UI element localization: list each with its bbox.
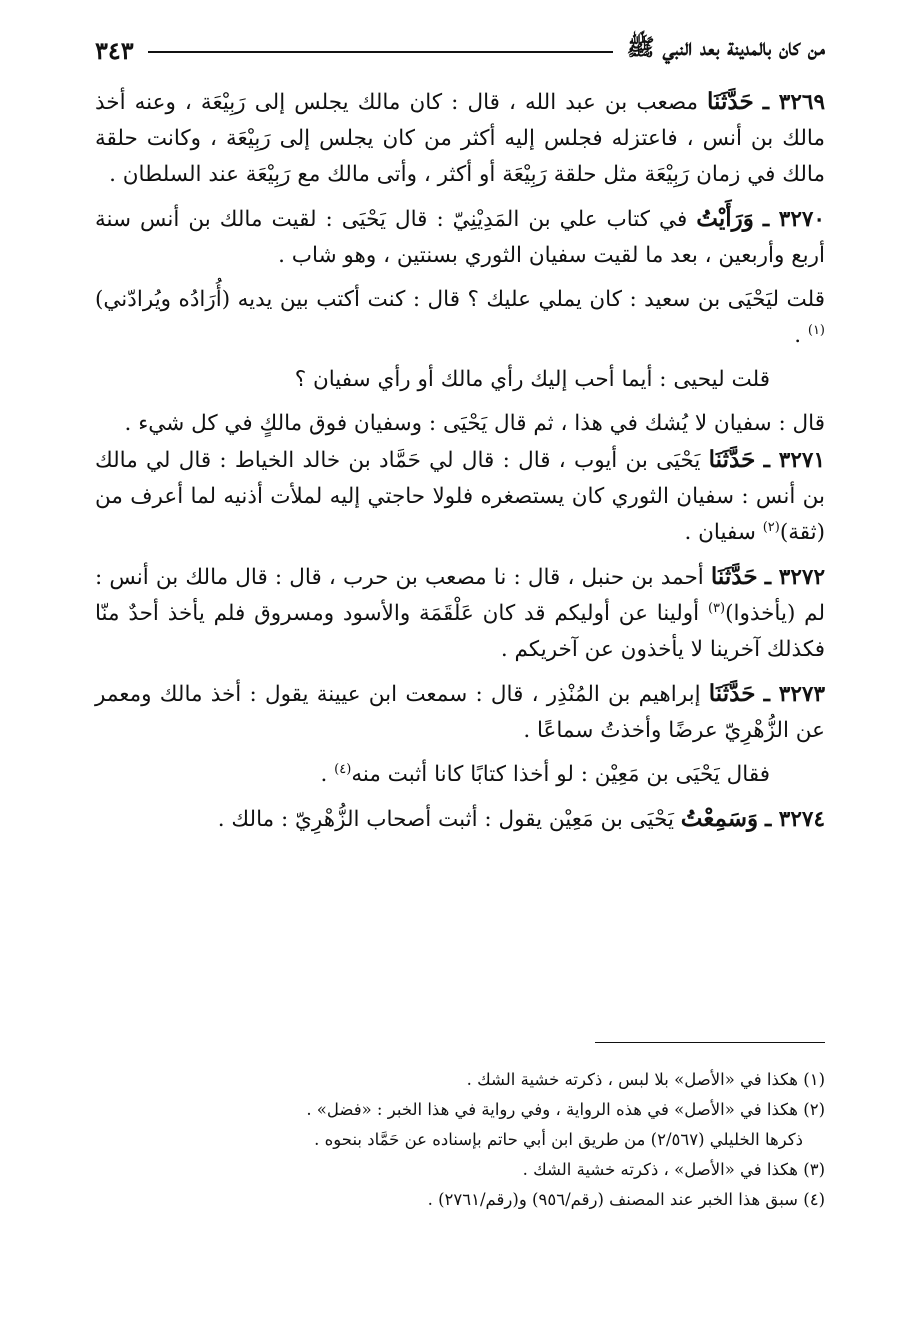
paragraph-answer [95,406,825,442]
main-text [95,84,825,838]
footnote-separator [595,1042,825,1043]
footnote-marker-1: (١) [807,322,825,338]
entry-keyword: وَرَأَيْتُ [696,205,754,232]
paragraph-question [95,362,825,398]
entry-text: يَحْيَى بن مَعِيْن يقول : أثبت أصحاب الزُّهْرِيّ : مالك . [217,807,681,832]
footnote-marker-4: (٤) [334,761,352,777]
page-number: ٣٤٣ [95,35,134,65]
paragraph-text: فقال يَحْيَى بن مَعِيْن : لو أخذا كتابًا كانا أثبت منه [351,762,770,787]
entry-number: ٣٢٦٩ ـ [762,90,825,115]
entry-text: يَحْيَى بن أيوب ، قال : قال لي حَمَّاد بن خالد الخياط : قال لي مالك بن أنس : سفيان الثوري كان يستصغره فلولا حاجتي إليه لملأت أذنيه لما أعرف من (ثقة) [95,448,825,545]
entry-number: ٣٢٧٣ ـ [763,682,825,707]
entry-keyword: حَدَّثَنَا [708,680,756,707]
footnote-marker-3: (٣) [707,600,726,616]
entry-3271 [95,442,825,551]
entry-number: ٣٢٧٠ ـ [762,207,825,232]
entry-text: في كتاب علي بن المَدِيْنِيّ : قال يَحْيَى : لقيت مالك بن أنس سنة أربع وأربعين ، بعد ما لقيت سفيان الثوري بسنتين ، وهو شاب . [95,207,825,268]
footnote-1: (١) هكذا في «الأصل» بلا لبس ، ذكرته خشية الشك . [466,1070,825,1089]
footnote-2: (٢) هكذا في «الأصل» في هذه الرواية ، وفي رواية في هذا الخبر : «فضل» . [306,1100,825,1119]
header-rule [148,51,613,53]
entry-text: مصعب بن عبد الله ، قال : كان مالك يجلس إلى رَبِيْعَة ، وعنه أخذ مالك بن أنس ، فاعتزله فجلس إليه أكثر من كان يجلس إلى رَبِيْعَة ، وكانت حلقة مالك في زمان رَبِيْعَة مثل حلقة رَبِيْعَة أو أكثر ، وأتى مالك مع رَبِيْعَة عند السلطان . [95,90,825,187]
footnote-4: (٤) سبق هذا الخبر عند المصنف (رقم/٩٥٦) و(رقم/٢٧٦١) . [427,1190,825,1209]
paragraph-tail: . [794,323,808,348]
page-header [95,30,825,70]
entry-number: ٣٢٧١ ـ [763,448,825,473]
entry-keyword: حَدَّثَنَا [708,446,756,473]
footnote-2-continuation: ذكرها الخليلي (٢/٥٦٧) من طريق ابن أبي حاتم بإسناده عن حَمَّاد بنحوه . [314,1130,803,1149]
entry-text: أحمد بن حنبل ، قال : نا مصعب بن حرب ، قال : قال مالك بن أنس : لم (يأخذوا) [95,565,825,626]
entry-keyword: حَدَّثَنَا [707,88,754,115]
entry-3273 [95,676,825,749]
entry-tail: سفيان . [684,520,763,545]
paragraph-text: قال : سفيان لا يُشك في هذا ، ثم قال يَحْيَى : وسفيان فوق مالكٍ في كل شيء . [124,411,825,436]
entry-number: ٣٢٧٢ ـ [764,565,825,590]
paragraph-text: قلت ليحيى : أيما أحب إليك رأي مالك أو رأي سفيان ؟ [294,367,770,392]
paragraph-yahya-dictation [95,282,825,354]
entry-3270 [95,201,825,274]
paragraph-ibn-main [95,757,825,793]
footnote-3: (٣) هكذا في «الأصل» ، ذكرته خشية الشك . [522,1160,825,1179]
paragraph-text: قلت ليَحْيَى بن سعيد : كان يملي عليك ؟ قال : كنت أكتب بين يديه (أُرَادُه ويُرادّني) [95,287,825,312]
entry-tail: أولينا عن أوليكم قد كان عَلْقَمَة والأسود ومسروق فلم يأخذ أحدٌ منّا فكذلك آخرينا لا يأخذون عن آخريكم . [95,601,825,662]
entry-text: إبراهيم بن المُنْذِر ، قال : سمعت ابن عيينة يقول : أخذ مالك ومعمر عن الزُّهْرِيّ عرضًا وأخذتُ سماعًا . [95,682,825,743]
footnote-marker-2: (٢) [762,519,780,535]
entry-3272 [95,559,825,668]
entry-keyword: وَسَمِعْتُ [680,805,759,832]
paragraph-tail: . [320,762,335,787]
entry-keyword: حَدَّثَنَا [710,563,758,590]
entry-3274 [95,801,825,838]
running-title: من كان بالمدينة بعد النبي ﷺ [626,34,825,61]
entry-number: ٣٢٧٤ ـ [765,807,825,832]
footnotes [95,1066,825,1216]
entry-3269 [95,84,825,193]
